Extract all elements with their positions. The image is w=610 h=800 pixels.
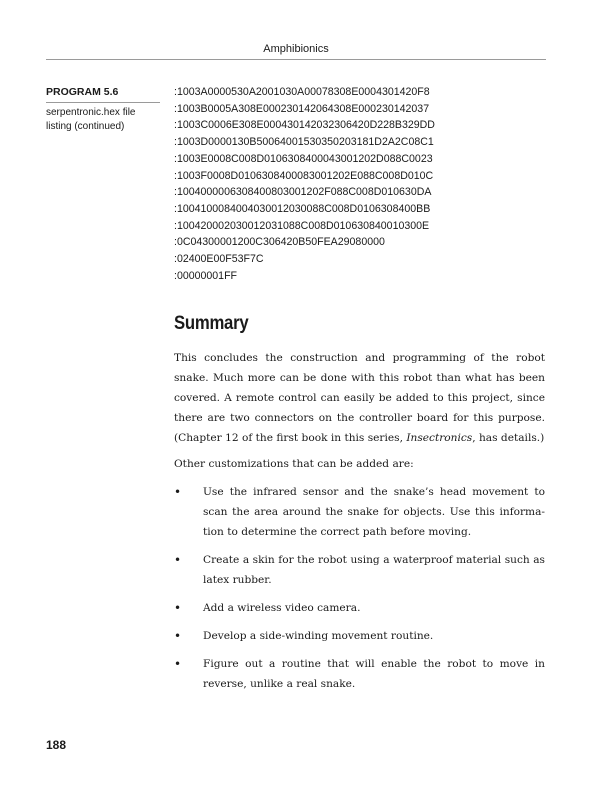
- hex-line: :00000001FF: [174, 269, 238, 282]
- section-heading: Summary: [174, 313, 249, 334]
- list-item: [174, 654, 545, 694]
- running-head: Amphibionics: [46, 43, 546, 60]
- hex-line: :1004000006308400803001202F088C008D010630DA: [174, 186, 432, 199]
- hex-line: :1003C0006E308E000430142032306420D228B329DD: [174, 119, 435, 132]
- list-item-text: Figure out a routine that will enable the robot to move in reverse, unlike a real snake.: [203, 658, 545, 690]
- customizations-list: [174, 482, 545, 702]
- list-item-text: Add a wireless video camera.: [203, 602, 361, 614]
- list-item: [174, 550, 545, 590]
- list-item: [174, 598, 545, 618]
- hex-line: :1003B0005A308E000230142064308E000230142037: [174, 102, 430, 115]
- bullet-icon: •: [174, 657, 182, 671]
- hex-line: :0C04300001200C306420B50FEA29080000: [174, 236, 385, 249]
- list-item-text: Create a skin for the robot using a waterproof material such as latex rubber.: [203, 554, 545, 586]
- summary-text-start: This concludes the construction and programming of the robot snake. Much more can be done with this robot than what has been covered. A remote control can easily be added to this project, since there are two connectors on the controller board for this purpose. (Chapter 12 of the first book in this series,: [174, 352, 545, 444]
- book-title: Insectronics: [406, 432, 473, 444]
- summary-paragraph: [174, 348, 545, 448]
- hex-listing: [174, 84, 554, 284]
- program-label: PROGRAM 5.6: [46, 86, 160, 103]
- bullet-icon: •: [174, 629, 182, 643]
- list-item: [174, 482, 545, 542]
- hex-line: :02400E00F53F7C: [174, 253, 264, 266]
- hex-line: :1003F0008D0106308400083001202E088C008D010C: [174, 169, 434, 182]
- program-caption: serpentronic.hex file listing (continued): [46, 107, 136, 132]
- program-sidebar: [46, 86, 160, 133]
- hex-line: :1003A0000530A2001030A00078308E0004301420F8: [174, 86, 430, 98]
- hex-line: :100420002030012031088C008D010630840010300E: [174, 219, 430, 232]
- list-item-text: Develop a side-winding movement routine.: [203, 630, 434, 642]
- summary-text-end: , has details.): [472, 432, 545, 444]
- customizations-lead: Other customizations that can be added are:: [174, 458, 414, 470]
- page-number: 188: [46, 738, 67, 752]
- list-item-text: Use the infrared sensor and the snake’s head movement to scan the area around the snake for objects. Use this informa-tion to determine the correct path before moving.: [203, 486, 545, 538]
- bullet-icon: •: [174, 485, 182, 499]
- hex-line: :1003D0000130B50064001530350203181D2A2C08C1: [174, 136, 434, 149]
- list-item: [174, 626, 545, 646]
- hex-line: :1004100084004030012030088C008D0106308400BB: [174, 202, 431, 215]
- hex-line: :1003E0008C008D0106308400043001202D088C0023: [174, 152, 433, 165]
- bullet-icon: •: [174, 553, 182, 567]
- bullet-icon: •: [174, 601, 182, 615]
